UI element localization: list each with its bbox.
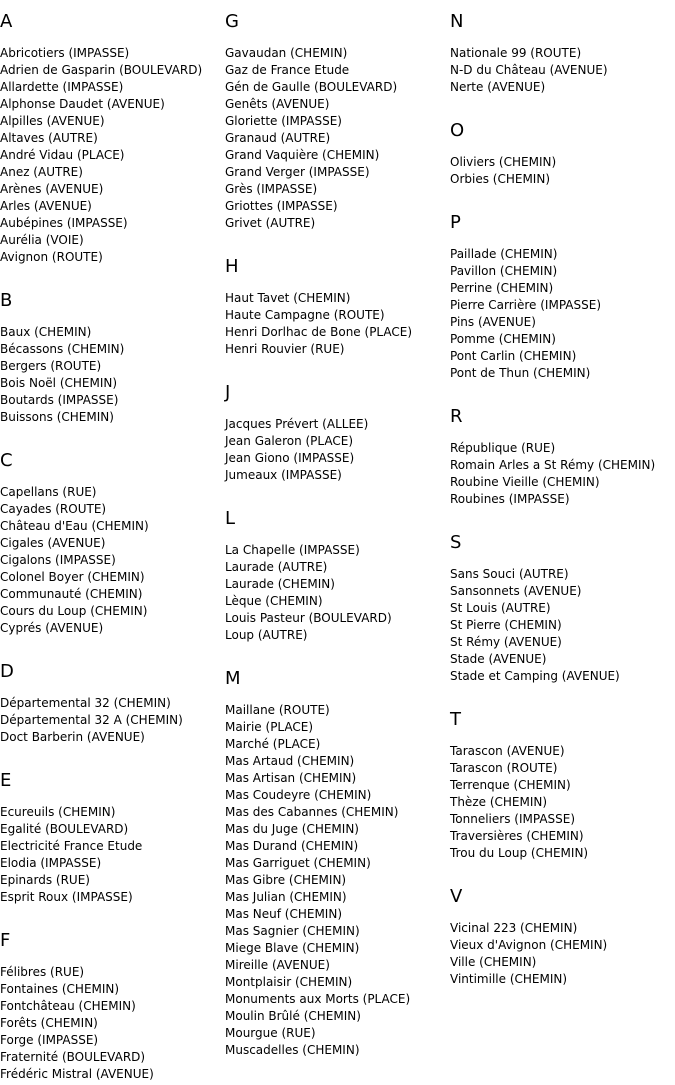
street-entry: Loup (AUTRE) <box>225 628 308 642</box>
street-entry: Mourgue (RUE) <box>225 1026 316 1040</box>
street-entry: Félibres (RUE) <box>0 965 85 979</box>
street-entry: Pont Carlin (CHEMIN) <box>450 349 577 363</box>
street-entry: Cyprés (AVENUE) <box>0 621 104 635</box>
street-entry: Pins (AVENUE) <box>450 315 536 329</box>
street-entry: Mas Garriguet (CHEMIN) <box>225 856 371 870</box>
street-entry: Trou du Loup (CHEMIN) <box>450 846 589 860</box>
street-entry: Mas des Cabannes (CHEMIN) <box>225 805 399 819</box>
street-entry: Roubine Vieille (CHEMIN) <box>450 475 600 489</box>
street-entry: Henri Rouvier (RUE) <box>225 342 345 356</box>
street-entry: Mas Artisan (CHEMIN) <box>225 771 357 785</box>
street-entry: André Vidau (PLACE) <box>0 148 125 162</box>
street-entry: Anez (AUTRE) <box>0 165 83 179</box>
street-entry: Laurade (CHEMIN) <box>225 577 335 591</box>
street-entry: St Louis (AUTRE) <box>450 601 551 615</box>
street-entry: Colonel Boyer (CHEMIN) <box>0 570 145 584</box>
street-entry: Départemental 32 (CHEMIN) <box>0 696 171 710</box>
section-letter-h: H <box>225 256 239 277</box>
street-entry: Château d'Eau (CHEMIN) <box>0 519 149 533</box>
section-letter-c: C <box>0 450 13 471</box>
street-entry: Frédéric Mistral (AVENUE) <box>0 1067 154 1081</box>
street-entry: Monuments aux Morts (PLACE) <box>225 992 411 1006</box>
section-letter-e: E <box>0 770 12 791</box>
street-entry: Maillane (ROUTE) <box>225 703 330 717</box>
street-entry: Bergers (ROUTE) <box>0 359 102 373</box>
street-entry: Paillade (CHEMIN) <box>450 247 558 261</box>
street-entry: Alpilles (AVENUE) <box>0 114 105 128</box>
street-entry: Sans Souci (AUTRE) <box>450 567 569 581</box>
section-letter-g: G <box>225 11 239 32</box>
street-entry: Jean Galeron (PLACE) <box>225 434 354 448</box>
street-entry: Tarascon (AVENUE) <box>450 744 565 758</box>
street-entry: Mas Julian (CHEMIN) <box>225 890 347 904</box>
street-entry: Tonneliers (IMPASSE) <box>450 812 576 826</box>
street-entry: Capellans (RUE) <box>0 485 97 499</box>
street-entry: Cigales (AVENUE) <box>0 536 106 550</box>
street-entry: Cours du Loup (CHEMIN) <box>0 604 148 618</box>
section-letter-l: L <box>225 508 236 529</box>
street-entry: Buissons (CHEMIN) <box>0 410 114 424</box>
street-entry: Romain Arles a St Rémy (CHEMIN) <box>450 458 656 472</box>
street-entry: Nerte (AVENUE) <box>450 80 546 94</box>
street-entry: Elodia (IMPASSE) <box>0 856 102 870</box>
street-entry: Cayades (ROUTE) <box>0 502 107 516</box>
street-entry: Mas Gibre (CHEMIN) <box>225 873 347 887</box>
street-entry: Jacques Prévert (ALLEE) <box>225 417 369 431</box>
street-entry: Pomme (CHEMIN) <box>450 332 556 346</box>
street-entry: Granaud (AUTRE) <box>225 131 331 145</box>
street-entry: Gavaudan (CHEMIN) <box>225 46 348 60</box>
street-entry: Mas Durand (CHEMIN) <box>225 839 359 853</box>
street-entry: Nationale 99 (ROUTE) <box>450 46 582 60</box>
section-letter-d: D <box>0 661 14 682</box>
section-letter-a: A <box>0 11 13 32</box>
section-letter-s: S <box>450 532 462 553</box>
street-entry: Avignon (ROUTE) <box>0 250 103 264</box>
street-entry: Pierre Carrière (IMPASSE) <box>450 298 602 312</box>
street-entry: Départemental 32 A (CHEMIN) <box>0 713 183 727</box>
street-entry: Thèze (CHEMIN) <box>450 795 548 809</box>
street-entry: Grand Verger (IMPASSE) <box>225 165 370 179</box>
street-entry: Muscadelles (CHEMIN) <box>225 1043 360 1057</box>
street-entry: Traversières (CHEMIN) <box>450 829 584 843</box>
street-entry: N-D du Château (AVENUE) <box>450 63 608 77</box>
street-entry: Boutards (IMPASSE) <box>0 393 119 407</box>
street-entry: Aurélia (VOIE) <box>0 233 84 247</box>
street-entry: Vicinal 223 (CHEMIN) <box>450 921 578 935</box>
street-entry: Gaz de France Etude <box>225 63 350 77</box>
street-entry: Forge (IMPASSE) <box>0 1033 99 1047</box>
street-entry: Fontaines (CHEMIN) <box>0 982 120 996</box>
street-entry: Terrenque (CHEMIN) <box>450 778 571 792</box>
street-entry: Mas Coudeyre (CHEMIN) <box>225 788 372 802</box>
street-entry: Pavillon (CHEMIN) <box>450 264 558 278</box>
street-entry: Mas Neuf (CHEMIN) <box>225 907 342 921</box>
street-entry: Arles (AVENUE) <box>0 199 92 213</box>
street-entry: Jean Giono (IMPASSE) <box>225 451 355 465</box>
street-entry: Electricité France Etude <box>0 839 143 853</box>
street-entry: Ville (CHEMIN) <box>450 955 537 969</box>
street-entry: Orbies (CHEMIN) <box>450 172 550 186</box>
street-entry: Roubines (IMPASSE) <box>450 492 570 506</box>
section-letter-j: J <box>225 382 231 403</box>
street-entry: Vieux d'Avignon (CHEMIN) <box>450 938 608 952</box>
street-entry: Montplaisir (CHEMIN) <box>225 975 353 989</box>
section-letter-p: P <box>450 212 461 233</box>
street-entry: Grand Vaquière (CHEMIN) <box>225 148 380 162</box>
street-entry: Esprit Roux (IMPASSE) <box>0 890 133 904</box>
street-entry: Oliviers (CHEMIN) <box>450 155 557 169</box>
section-letter-v: V <box>450 886 463 907</box>
section-letter-r: R <box>450 406 463 427</box>
street-entry: Haute Campagne (ROUTE) <box>225 308 385 322</box>
street-entry: Bois Noël (CHEMIN) <box>0 376 118 390</box>
street-entry: Laurade (AUTRE) <box>225 560 328 574</box>
street-entry: Arènes (AVENUE) <box>0 182 104 196</box>
street-entry: Ecureuils (CHEMIN) <box>0 805 116 819</box>
street-entry: Adrien de Gasparin (BOULEVARD) <box>0 63 203 77</box>
street-entry: Communauté (CHEMIN) <box>0 587 143 601</box>
street-entry: Gén de Gaulle (BOULEVARD) <box>225 80 398 94</box>
street-entry: Cigalons (IMPASSE) <box>0 553 116 567</box>
street-entry: Tarascon (ROUTE) <box>450 761 558 775</box>
street-entry: Stade (AVENUE) <box>450 652 547 666</box>
street-entry: Doct Barberin (AVENUE) <box>0 730 145 744</box>
street-entry: Alphonse Daudet (AVENUE) <box>0 97 165 111</box>
street-entry: Fraternité (BOULEVARD) <box>0 1050 146 1064</box>
street-entry: Stade et Camping (AVENUE) <box>450 669 620 683</box>
street-entry: La Chapelle (IMPASSE) <box>225 543 360 557</box>
street-entry: Grès (IMPASSE) <box>225 182 318 196</box>
street-entry: Aubépines (IMPASSE) <box>0 216 128 230</box>
section-letter-n: N <box>450 11 464 32</box>
section-letter-o: O <box>450 120 465 141</box>
street-entry: Vintimille (CHEMIN) <box>450 972 568 986</box>
street-entry: Mas Artaud (CHEMIN) <box>225 754 355 768</box>
street-entry: St Rémy (AVENUE) <box>450 635 562 649</box>
street-entry: Epinards (RUE) <box>0 873 90 887</box>
street-entry: Lèque (CHEMIN) <box>225 594 323 608</box>
section-letter-t: T <box>450 709 461 730</box>
street-entry: Abricotiers (IMPASSE) <box>0 46 130 60</box>
section-letter-m: M <box>225 668 241 689</box>
street-entry: Henri Dorlhac de Bone (PLACE) <box>225 325 413 339</box>
street-entry: Genêts (AVENUE) <box>225 97 330 111</box>
section-letter-f: F <box>0 930 11 951</box>
street-entry: Baux (CHEMIN) <box>0 325 92 339</box>
street-entry: Gloriette (IMPASSE) <box>225 114 342 128</box>
street-entry: Bécassons (CHEMIN) <box>0 342 125 356</box>
street-entry: Forêts (CHEMIN) <box>0 1016 98 1030</box>
street-entry: Jumeaux (IMPASSE) <box>225 468 342 482</box>
section-letter-b: B <box>0 290 13 311</box>
street-entry: République (RUE) <box>450 441 556 455</box>
street-entry: Griottes (IMPASSE) <box>225 199 338 213</box>
street-entry: Allardette (IMPASSE) <box>0 80 124 94</box>
street-entry: Altaves (AUTRE) <box>0 131 98 145</box>
street-entry: St Pierre (CHEMIN) <box>450 618 562 632</box>
street-entry: Egalité (BOULEVARD) <box>0 822 129 836</box>
street-entry: Perrine (CHEMIN) <box>450 281 554 295</box>
street-entry: Louis Pasteur (BOULEVARD) <box>225 611 392 625</box>
street-entry: Marché (PLACE) <box>225 737 321 751</box>
street-entry: Mairie (PLACE) <box>225 720 314 734</box>
street-entry: Pont de Thun (CHEMIN) <box>450 366 591 380</box>
street-entry: Fontchâteau (CHEMIN) <box>0 999 136 1013</box>
street-entry: Haut Tavet (CHEMIN) <box>225 291 351 305</box>
street-entry: Miege Blave (CHEMIN) <box>225 941 360 955</box>
street-entry: Sansonnets (AVENUE) <box>450 584 582 598</box>
street-entry: Mireille (AVENUE) <box>225 958 330 972</box>
street-entry: Mas du Juge (CHEMIN) <box>225 822 359 836</box>
street-entry: Mas Sagnier (CHEMIN) <box>225 924 360 938</box>
street-entry: Grivet (AUTRE) <box>225 216 316 230</box>
street-entry: Moulin Brûlé (CHEMIN) <box>225 1009 361 1023</box>
